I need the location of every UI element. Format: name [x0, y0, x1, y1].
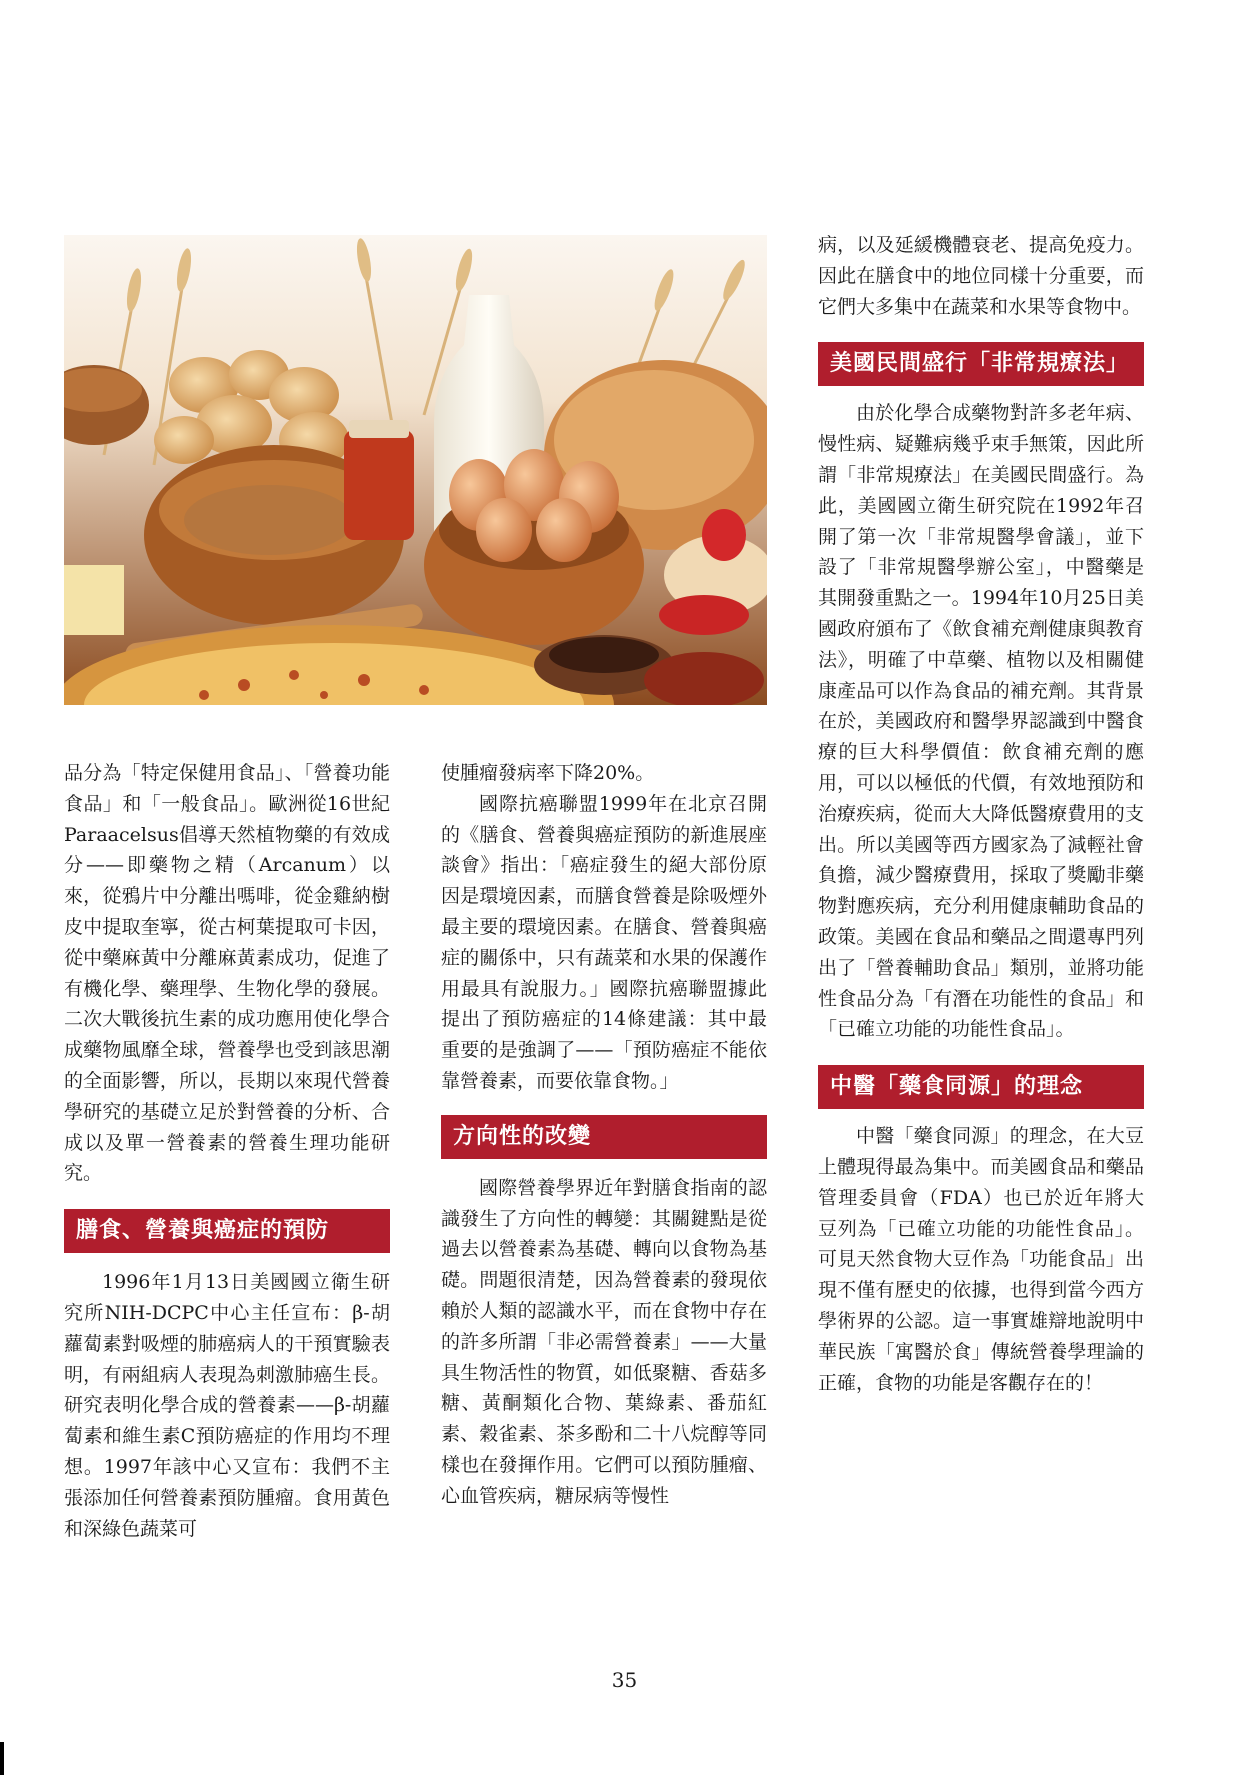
- food-still-life-photo: [64, 235, 767, 705]
- column-left: [64, 758, 390, 1544]
- paragraph: 品分為「特定保健用食品」、「營養功能食品」和「一般食品」。歐洲從16世紀Paraacelsus倡導天然植物藥的有效成分——即藥物之精（Arcanum）以來，從鴉片中分離出嗎啡，從金雞納樹皮中提取奎寧，從古柯葉提取可卡因，從中藥麻黃中分離麻黃素成功，促進了有機化學、藥理學、生物化學的發展。二次大戰後抗生素的成功應用使化學合成藥物風靡全球，營養學也受到該思潮的全面影響，所以，長期以來現代營養學研究的基礎立足於對營養的分析、合成以及單一營養素的營養生理功能研究。: [64, 762, 390, 1185]
- paragraph: 病，以及延緩機體衰老、提高免疫力。因此在膳食中的地位同樣十分重要，而它們大多集中在蔬菜和水果等食物中。: [818, 234, 1144, 318]
- section-heading-direction-change: 方向性的改變: [441, 1115, 767, 1159]
- paragraph: 國際抗癌聯盟1999年在北京召開的《膳食、營養與癌症預防的新進展座談會》指出：「癌症發生的絕大部份原因是環境因素，而膳食營養是除吸煙外最主要的環境因素。在膳食、營養與癌症的關係中，只有蔬菜和水果的保護作用最具有說服力。」國際抗癌聯盟據此提出了預防癌症的14條建議：其中最重要的是強調了——「預防癌症不能依靠營養素，而要依靠食物。」: [441, 792, 767, 1092]
- paragraph: 國際營養學界近年對膳食指南的認識發生了方向性的轉變：其關鍵點是從過去以營養素為基礎、轉向以食物為基礎。問題很清楚，因為營養素的發現依賴於人類的認識水平，而在食物中存在的許多所謂「非必需營養素」——大量具生物活性的物質，如低聚糖、香菇多糖、黃酮類化合物、葉綠素、番茄紅素、穀雀素、茶多酚和二十八烷醇等同樣也在發揮作用。它們可以預防腫瘤、心血管疾病，糖尿病等慢性: [441, 1176, 767, 1507]
- section-heading-food-medicine-same-source: 中醫「藥食同源」的理念: [818, 1065, 1144, 1109]
- page-number: 35: [611, 1668, 638, 1692]
- column-right: [818, 230, 1144, 1398]
- paragraph: 1996年1月13日美國國立衛生研究所NIH-DCPC中心主任宣布：β-胡蘿蔔素對吸煙的肺癌病人的干預實驗表明，有兩組病人表現為刺激肺癌生長。研究表明化學合成的營養素——β-胡蘿蔔素和維生素C預防癌症的作用均不理想。1997年該中心又宣布：我們不主張添加任何營養素預防腫瘤。食用黃色和深綠色蔬菜可: [64, 1271, 390, 1540]
- paragraph: 中醫「藥食同源」的理念，在大豆上體現得最為集中。而美國食品和藥品管理委員會（FDA）也已於近年將大豆列為「已確立功能的功能性食品」。可見天然食物大豆作為「功能食品」出現不僅有歷史的依據，也得到當今西方學術界的公認。這一事實雄辯地說明中華民族「寓醫於食」傳統營養學理論的正確，食物的功能是客觀存在的！: [818, 1125, 1144, 1394]
- section-heading-unconventional-therapy: 美國民間盛行「非常規療法」: [818, 342, 1144, 386]
- food-still-life-image: [64, 235, 767, 705]
- paragraph: 使腫瘤發病率下降20%。: [441, 762, 655, 784]
- paragraph: 由於化學合成藥物對許多老年病、慢性病、疑難病幾乎束手無策，因此所謂「非常規療法」在美國民間盛行。為此，美國國立衛生研究院在1992年召開了第一次「非常規醫學會議」，並下設了「非常規醫學辦公室」，中醫藥是其開發重點之一。1994年10月25日美國政府頒布了《飲食補充劑健康與教育法》，明確了中草藥、植物以及相關健康產品可以作為食品的補充劑。其背景在於，美國政府和醫學界認識到中醫食療的巨大科學價值：飲食補充劑的應用，可以以極低的代價，有效地預防和治療疾病，從而大大降低醫療費用的支出。所以美國等西方國家為了減輕社會負擔，減少醫療費用，採取了獎勵非藥物對應疾病，充分利用健康輔助食品的政策。美國在食品和藥品之間還專門列出了「營養輔助食品」類別，並將功能性食品分為「有潛在功能性的食品」和「已確立功能的功能性食品」。: [818, 402, 1144, 1041]
- column-middle: [441, 758, 767, 1512]
- section-heading-diet-nutrition-cancer: 膳食、營養與癌症的預防: [64, 1209, 390, 1253]
- scan-edge-mark: [0, 1742, 4, 1775]
